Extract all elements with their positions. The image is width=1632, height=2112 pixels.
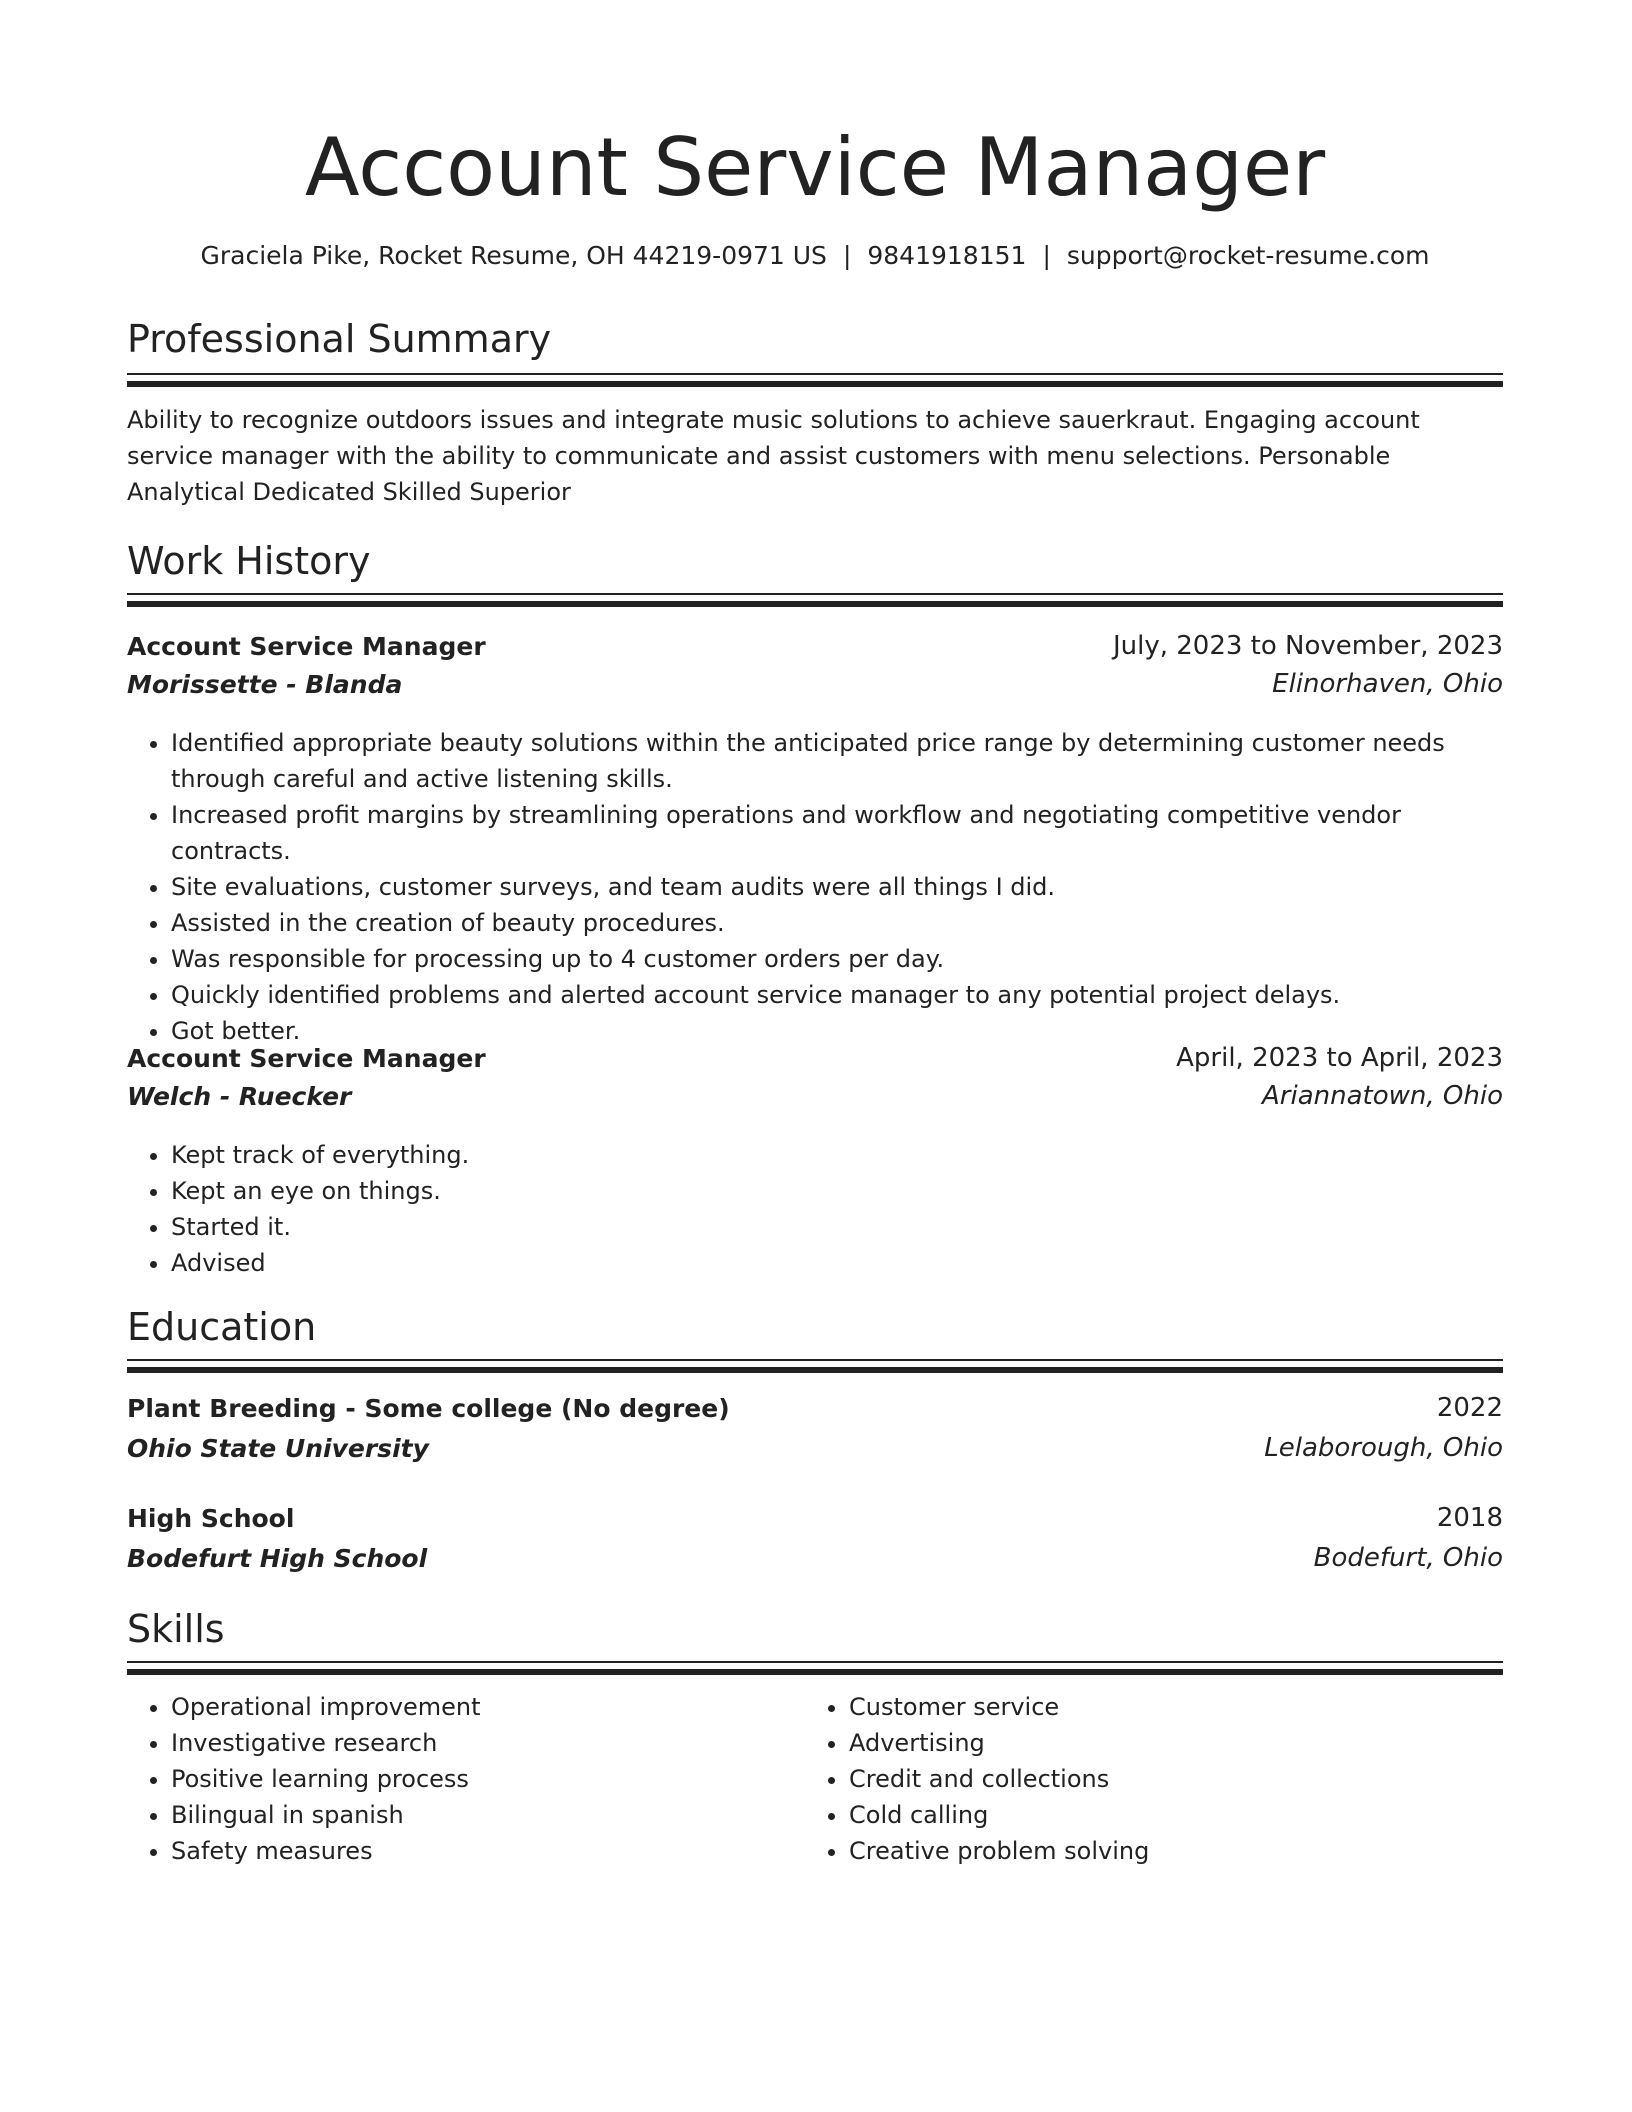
- section-divider: [127, 593, 1503, 595]
- summary-section: [127, 314, 1503, 364]
- contact-line: [127, 239, 1503, 273]
- job-bullets: [127, 1137, 1503, 1281]
- list-item: • Quickly identified problems and alerted account service manager to any potential project delays.: [171, 977, 1503, 1013]
- job-title: Account Service Manager: [127, 631, 486, 661]
- list-item: • Increased profit margins by streamlining operations and workflow and negotiating competitive vendor contracts.: [171, 797, 1503, 869]
- section-divider: [127, 1359, 1503, 1361]
- work-history-section: [127, 536, 1503, 586]
- skill-item: • Cold calling: [849, 1797, 1503, 1833]
- education-school: Ohio State University: [127, 1433, 429, 1463]
- list-item: • Kept an eye on things.: [171, 1173, 1503, 1209]
- resume-title: Account Service Manager: [304, 121, 1326, 214]
- contact-email: support@rocket-resume.com: [1066, 241, 1430, 270]
- job-header: [127, 627, 1503, 665]
- section-divider: [127, 381, 1503, 387]
- section-divider: [127, 1669, 1503, 1675]
- skill-item: • Customer service: [849, 1689, 1503, 1725]
- education-subheader: [127, 1539, 1503, 1577]
- job-location: Elinorhaven, Ohio: [1272, 669, 1503, 699]
- education-year: 2018: [1436, 1503, 1503, 1533]
- education-degree: Plant Breeding - Some college (No degree): [127, 1393, 730, 1423]
- summary-text: Ability to recognize outdoors issues and integrate music solutions to achieve sauerkraut. Engaging account service manager with the ability to communicate and assist customers with menu selections. Personable Analytical Dedicated Skilled Superior: [127, 406, 1420, 506]
- education-location: Lelaborough, Ohio: [1264, 1433, 1503, 1463]
- job-company: Morissette - Blanda: [127, 669, 403, 699]
- skills-list-left: [127, 1689, 805, 1869]
- list-item: • Site evaluations, customer surveys, and team audits were all things I did.: [171, 869, 1503, 905]
- job-subheader: [127, 1077, 1503, 1115]
- section-heading: Work History: [127, 539, 371, 583]
- skills-list-right: [805, 1689, 1503, 1869]
- list-item: • Assisted in the creation of beauty procedures.: [171, 905, 1503, 941]
- skill-item: • Investigative research: [171, 1725, 805, 1761]
- contact-address: Graciela Pike, Rocket Resume, OH 44219-0971 US: [200, 241, 827, 270]
- section-divider: [127, 1367, 1503, 1373]
- job-dates: July, 2023 to November, 2023: [1112, 631, 1503, 661]
- section-heading: Education: [127, 1305, 317, 1349]
- skills-section: [127, 1604, 1503, 1654]
- list-item: • Started it.: [171, 1209, 1503, 1245]
- job-header: [127, 1039, 1503, 1077]
- education-degree: High School: [127, 1503, 295, 1533]
- skill-item: • Operational improvement: [171, 1689, 805, 1725]
- education-location: Bodefurt, Ohio: [1313, 1543, 1503, 1573]
- skill-item: • Credit and collections: [849, 1761, 1503, 1797]
- list-item: • Advised: [171, 1245, 1503, 1281]
- education-header: [127, 1389, 1503, 1427]
- education-header: [127, 1499, 1503, 1537]
- list-item: • Identified appropriate beauty solutions within the anticipated price range by determining customer needs through careful and active listening skills.: [171, 725, 1503, 797]
- section-heading: Skills: [127, 1607, 225, 1651]
- skill-item: • Bilingual in spanish: [171, 1797, 805, 1833]
- section-divider: [127, 373, 1503, 375]
- job-location: Ariannatown, Ohio: [1262, 1081, 1503, 1111]
- list-item: • Was responsible for processing up to 4 customer orders per day.: [171, 941, 1503, 977]
- section-divider: [127, 1661, 1503, 1663]
- section-divider: [127, 601, 1503, 607]
- skill-item: • Safety measures: [171, 1833, 805, 1869]
- skill-item: • Advertising: [849, 1725, 1503, 1761]
- job-dates: April, 2023 to April, 2023: [1176, 1043, 1503, 1073]
- contact-separator: |: [842, 241, 852, 270]
- job-title: Account Service Manager: [127, 1043, 486, 1073]
- job-company: Welch - Ruecker: [127, 1081, 352, 1111]
- education-school: Bodefurt High School: [127, 1543, 428, 1573]
- list-item: • Got better.: [171, 1013, 1503, 1049]
- skill-item: • Creative problem solving: [849, 1833, 1503, 1869]
- contact-phone: 9841918151: [867, 241, 1027, 270]
- skill-item: • Positive learning process: [171, 1761, 805, 1797]
- education-year: 2022: [1436, 1393, 1503, 1423]
- education-section: [127, 1302, 1503, 1352]
- contact-separator: |: [1042, 241, 1051, 270]
- job-bullets: [127, 725, 1503, 1049]
- list-item: • Kept track of everything.: [171, 1137, 1503, 1173]
- job-subheader: [127, 665, 1503, 703]
- education-subheader: [127, 1429, 1503, 1467]
- section-heading: Professional Summary: [127, 317, 552, 361]
